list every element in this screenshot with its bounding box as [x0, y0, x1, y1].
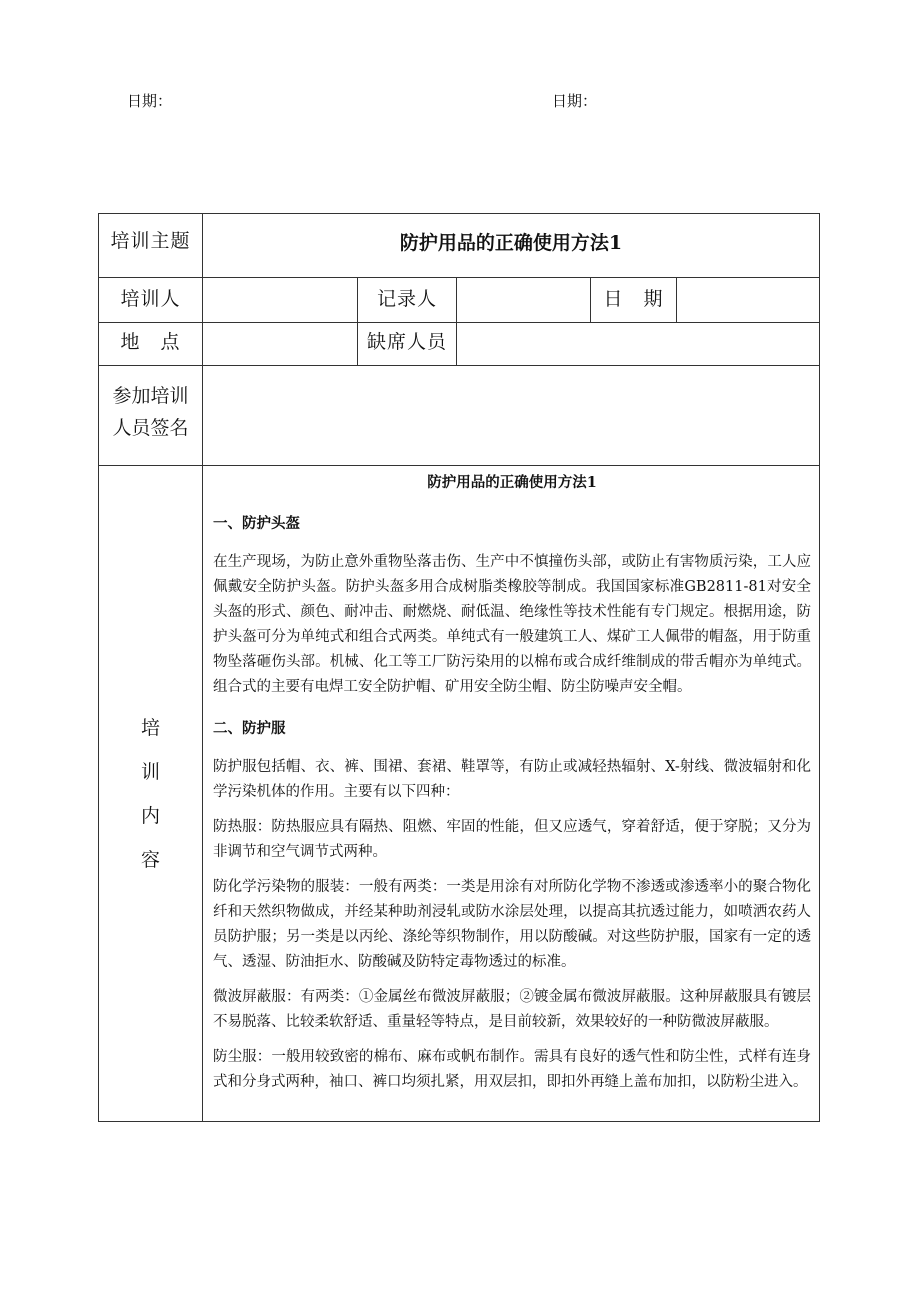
content-label — [99, 466, 203, 1122]
date-label-right: 日期： — [552, 92, 598, 110]
signature-label-line2: 人员签名 — [112, 417, 189, 439]
trainer-field[interactable] — [203, 278, 358, 323]
section-heading-helmet: 一、防护头盔 — [213, 515, 300, 532]
training-record-form — [98, 213, 820, 1122]
trainer-label: 培训人 — [99, 278, 203, 323]
date-label: 日 期 — [591, 278, 677, 323]
paragraph-heat-suit: 防热服：防热服应具有隔热、阻燃、牢固的性能，但又应透气，穿着舒适，便于穿脱；又分为非调节和空气调节式两种。 — [213, 819, 812, 860]
content-title: 防护用品的正确使用方法1 — [427, 474, 597, 491]
training-content — [203, 466, 820, 1122]
paragraph-chemical-suit: 防化学污染物的服装：一般有两类：一类是用涂有对所防化学物不渗透或渗透率小的聚合物化纤和天然织物做成，并经某种助剂浸轧或防水涂层处理，以提高其抗透过能力，如喷洒农药人员防护服；另一类是以丙纶、涤纶等织物制作，用以防酸碱。对这些防护服，国家有一定的透气、透湿、防油拒水、防酸碱及防特定毒物透过的标准。 — [213, 879, 812, 970]
absent-label: 缺席人员 — [358, 323, 457, 366]
recorder-field[interactable] — [457, 278, 591, 323]
signature-label-line1: 参加培训 — [112, 385, 189, 407]
content-label-char: 内 — [140, 804, 160, 827]
absent-field[interactable] — [457, 323, 820, 366]
topic-value: 防护用品的正确使用方法1 — [203, 214, 820, 278]
paragraph-helmet: 在生产现场，为防止意外重物坠落击伤、生产中不慎撞伤头部，或防止有害物质污染，工人应佩戴安全防护头盔。防护头盔多用合成树脂类橡胶等制成。我国国家标准GB2811-81对安全头盔的形式、颜色、耐冲击、耐燃烧、耐低温、绝缘性等技术性能有专门规定。根据用途，防护头盔可分为单纯式和组合式两类。单纯式有一般建筑工人、煤矿工人佩带的帽盔，用于防重物坠落砸伤头部。机械、化工等工厂防污染用的以棉布或合成纤维制成的带舌帽亦为单纯式。组合式的主要有电焊工安全防护帽、矿用安全防尘帽、防尘防噪声安全帽。 — [213, 554, 812, 695]
content-label-char: 容 — [140, 848, 160, 871]
content-label-char: 训 — [140, 760, 160, 783]
section-heading-clothing: 二、防护服 — [213, 720, 286, 737]
paragraph-microwave-suit: 微波屏蔽服：有两类：①金属丝布微波屏蔽服；②镀金属布微波屏蔽服。这种屏蔽服具有镀层不易脱落、比较柔软舒适、重量轻等特点，是目前较新，效果较好的一种防微波屏蔽服。 — [213, 989, 812, 1030]
paragraph-clothing-intro: 防护服包括帽、衣、裤、围裙、套裙、鞋罩等，有防止或减轻热辐射、X-射线、微波辐射和化学污染机体的作用。主要有以下四种： — [213, 759, 812, 800]
signature-label — [99, 366, 203, 466]
content-label-char: 培 — [140, 716, 160, 739]
recorder-label: 记录人 — [358, 278, 457, 323]
date-label-left: 日期： — [127, 92, 173, 110]
paragraph-dust-suit: 防尘服：一般用较致密的棉布、麻布或帆布制作。需具有良好的透气性和防尘性，式样有连身式和分身式两种，袖口、裤口均须扎紧，用双层扣，即扣外再缝上盖布加扣，以防粉尘进入。 — [213, 1049, 812, 1090]
topic-label: 培训主题 — [99, 214, 203, 278]
location-field[interactable] — [203, 323, 358, 366]
signature-field[interactable] — [203, 366, 820, 466]
location-label: 地 点 — [99, 323, 203, 366]
date-field[interactable] — [677, 278, 820, 323]
